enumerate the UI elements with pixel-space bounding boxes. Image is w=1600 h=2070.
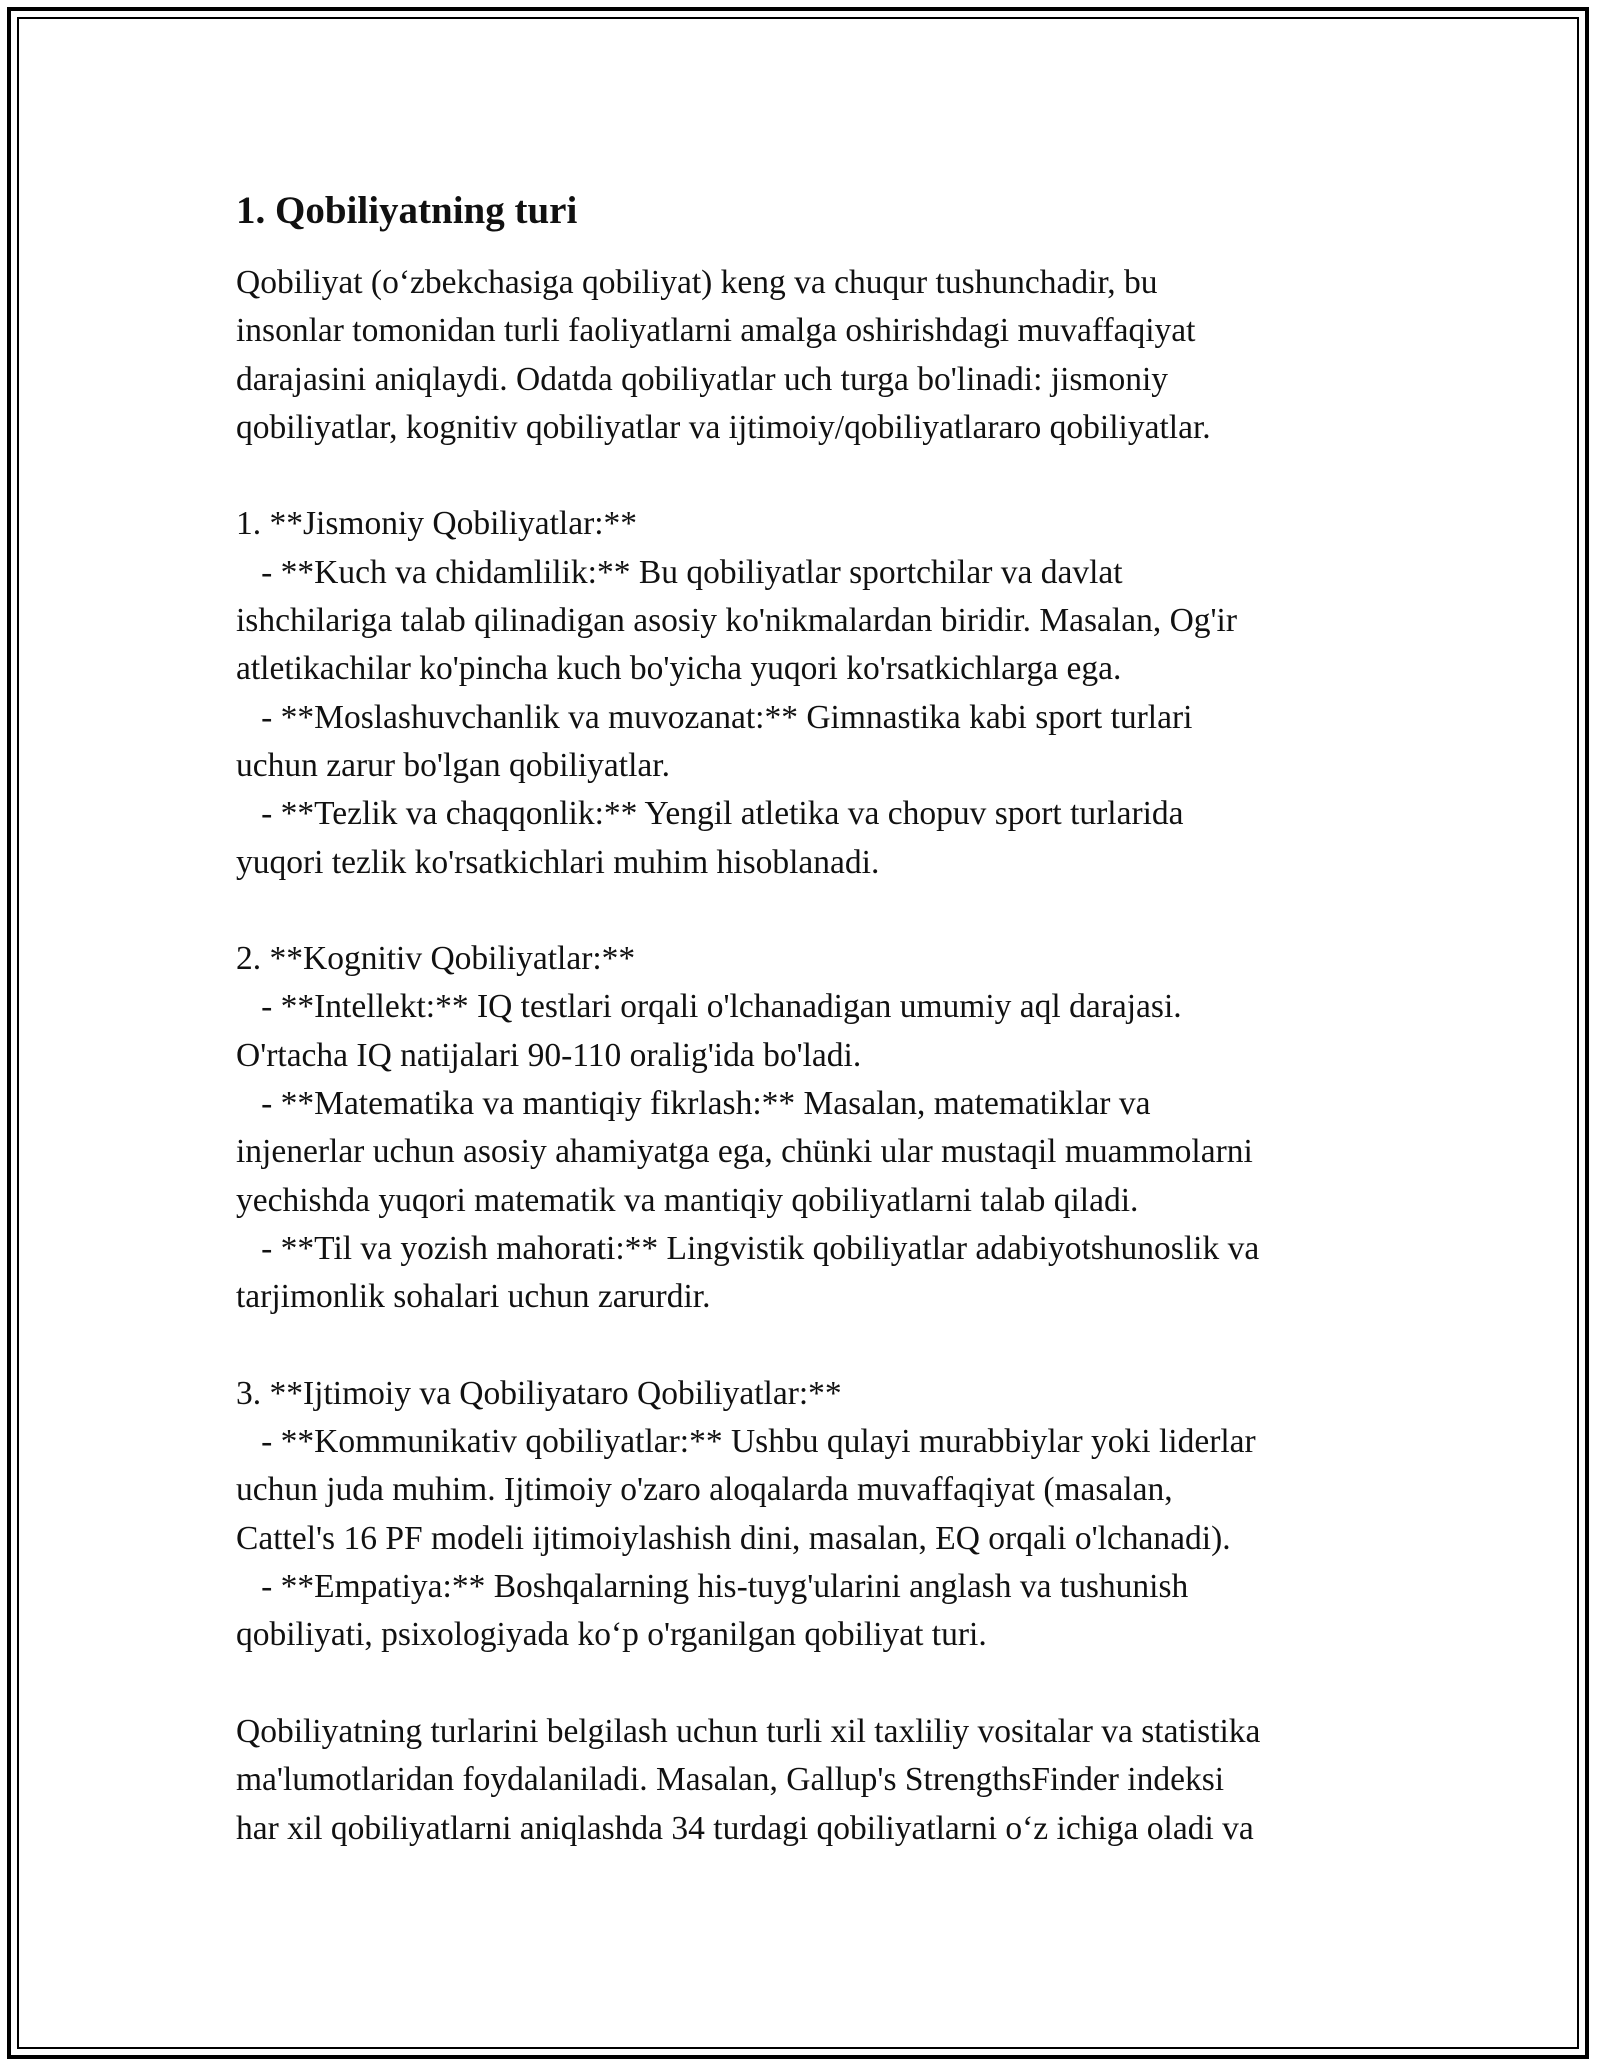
section-heading: 1. Qobiliyatning turi [236, 189, 578, 232]
text-line: - **Til va yozish mahorati:** Lingvistik qobiliyatlar adabiyotshunoslik va [236, 1229, 1260, 1267]
text-line: - **Matematika va mantiqiy fikrlash:** Masalan, matematiklar va [236, 1085, 1151, 1123]
text-line: ma'lumotlaridan foydalaniladi. Masalan, Gallup's StrengthsFinder indeksi [236, 1761, 1225, 1799]
document-body [236, 186, 1366, 1853]
text-line: - **Kuch va chidamlilik:** Bu qobiliyatlar sportchilar va davlat [236, 553, 1123, 591]
text-line: qobiliyati, psixologiyada ko‘p o'rganilgan qobiliyat turi. [236, 1616, 987, 1654]
text-line: - **Kommunikativ qobiliyatlar:** Ushbu qulayi murabbiylar yoki liderlar [236, 1423, 1256, 1461]
list-heading: 1. **Jismoniy Qobiliyatlar:** [236, 505, 638, 543]
paragraph-gap [236, 1660, 1366, 1708]
intro-paragraph [236, 259, 1366, 452]
text-line: ishchilariga talab qilinadigan asosiy ko'nikmalardan biridir. Masalan, Og'ir [236, 602, 1238, 640]
text-line: yuqori tezlik ko'rsatkichlari muhim hisoblanadi. [236, 843, 880, 881]
text-line: uchun juda muhim. Ijtimoiy o'zaro aloqalarda muvaffaqiyat (masalan, [236, 1471, 1173, 1509]
text-line: atletikachilar ko'pincha kuch bo'yicha yuqori ko'rsatkichlarga ega. [236, 650, 1122, 688]
paragraph-gap [236, 887, 1366, 935]
social-abilities-section [236, 1370, 1366, 1660]
text-line: - **Intellekt:** IQ testlari orqali o'lchanadigan umumiy aql darajasi. [236, 988, 1182, 1026]
text-line: darajasini aniqlaydi. Odatda qobiliyatlar uch turga bo'linadi: jismoniy [236, 360, 1169, 398]
paragraph-gap [236, 1322, 1366, 1370]
text-line: Qobiliyatning turlarini belgilash uchun turli xil taxliliy vositalar va statistika [236, 1712, 1261, 1750]
text-line: Qobiliyat (o‘zbekchasiga qobiliyat) keng va chuqur tushunchadir, bu [236, 264, 1158, 301]
physical-abilities-section [236, 500, 1366, 886]
text-line: qobiliyatlar, kognitiv qobiliyatlar va ijtimoiy/qobiliyatlararo qobiliyatlar. [236, 408, 1211, 446]
text-line: yechishda yuqori matematik va mantiqiy qobiliyatlarni talab qiladi. [236, 1181, 1139, 1219]
text-line: injenerlar uchun asosiy ahamiyatga ega, chünki ular mustaqil muammolarni [236, 1133, 1253, 1171]
paragraph-gap [236, 452, 1366, 500]
text-line: insonlar tomonidan turli faoliyatlarni amalga oshirishdagi muvaffaqiyat [236, 312, 1196, 350]
closing-paragraph [236, 1708, 1366, 1853]
text-line: Cattel's 16 PF modeli ijtimoiylashish dini, masalan, EQ orqali o'lchanadi). [236, 1519, 1231, 1557]
list-heading: 2. **Kognitiv Qobiliyatlar:** [236, 940, 636, 978]
text-line: - **Empatiya:** Boshqalarning his-tuyg'ularini anglash va tushunish [236, 1568, 1189, 1606]
text-line: - **Moslashuvchanlik va muvozanat:** Gimnastika kabi sport turlari [236, 698, 1193, 736]
list-heading: 3. **Ijtimoiy va Qobiliyataro Qobiliyatlar:** [236, 1374, 842, 1412]
text-line: har xil qobiliyatlarni aniqlashda 34 turdagi qobiliyatlarni o‘z ichiga oladi va [236, 1809, 1254, 1847]
text-line: uchun zarur bo'lgan qobiliyatlar. [236, 746, 670, 784]
text-line: tarjimonlik sohalari uchun zarurdir. [236, 1278, 711, 1316]
text-line: O'rtacha IQ natijalari 90-110 oralig'ida bo'ladi. [236, 1036, 862, 1074]
text-line: - **Tezlik va chaqqonlik:** Yengil atletika va chopuv sport turlarida [236, 795, 1184, 833]
cognitive-abilities-section [236, 935, 1366, 1321]
